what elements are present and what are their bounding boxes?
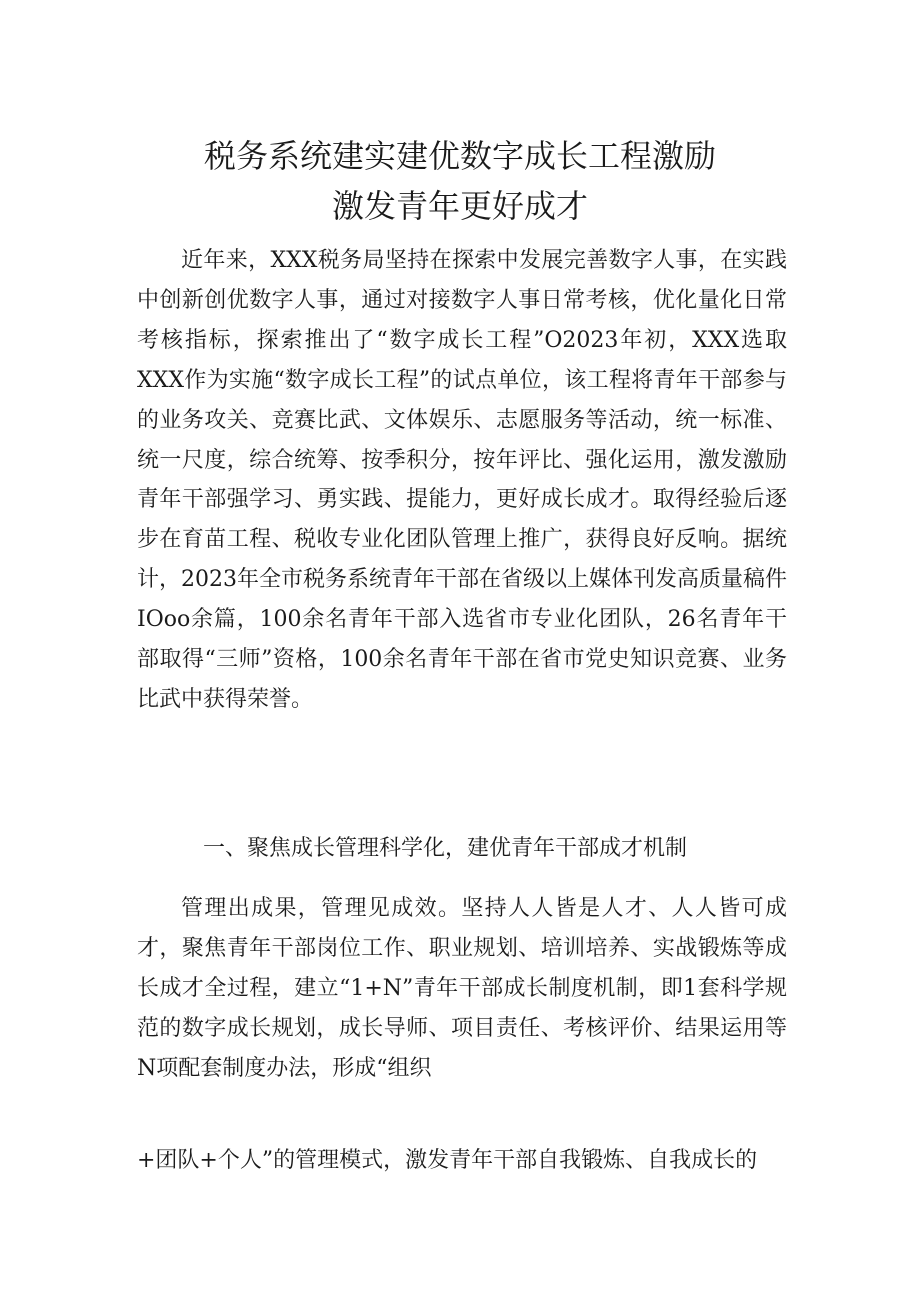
document-title-line-2: 激发青年更好成才 [331,187,588,225]
section-heading-1: 一、聚焦成长管理科学化，建优青年干部成才机制 [203,836,688,861]
body-paragraph-intro: 近年来，XXX税务局坚持在探索中发展完善数字人事，在实践中创新创优数字人事，通过对接数字人事日常考核，优化量化日常考核指标，探索推出了“数字成长工程”O2023年初，XXX选取XXX作为实施“数字成长工程”的试点单位，该工程将青年干部参与的业务攻关、竞赛比武、文体娱乐、志愿服务等活动，统一标准、统一尺度，综合统筹、按季积分，按年评比、强化运用，激发激励青年干部强学习、勇实践、提能力，更好成长成才。取得经验后逐步在育苗工程、税收专业化团队管理上推广，获得良好反响。据统计，2023年全市税务系统青年干部在省级以上媒体刊发高质量稿件IOoo余篇，100余名青年干部入选省市专业化团队，26名青年干部取得“三师”资格，100余名青年干部在省市党史知识竞赛、业务比武中获得荣誉。 [137,248,787,712]
body-paragraph-continuation: +团队+个人”的管理模式，激发青年干部自我锻炼、自我成长的 [137,1148,758,1173]
body-paragraph-management: 管理出成果，管理见成效。坚持人人皆是人才、人人皆可成才，聚焦青年干部岗位工作、职业规划、培训培养、实战锻炼等成长成才全过程，建立“1+N”青年干部成长制度机制，即1套科学规范的数字成长规划，成长导师、项目责任、考核评价、结果运用等N项配套制度办法，形成“组织 [137,896,787,1081]
document-title-line-1: 税务系统建实建优数字成长工程激励 [203,137,716,175]
